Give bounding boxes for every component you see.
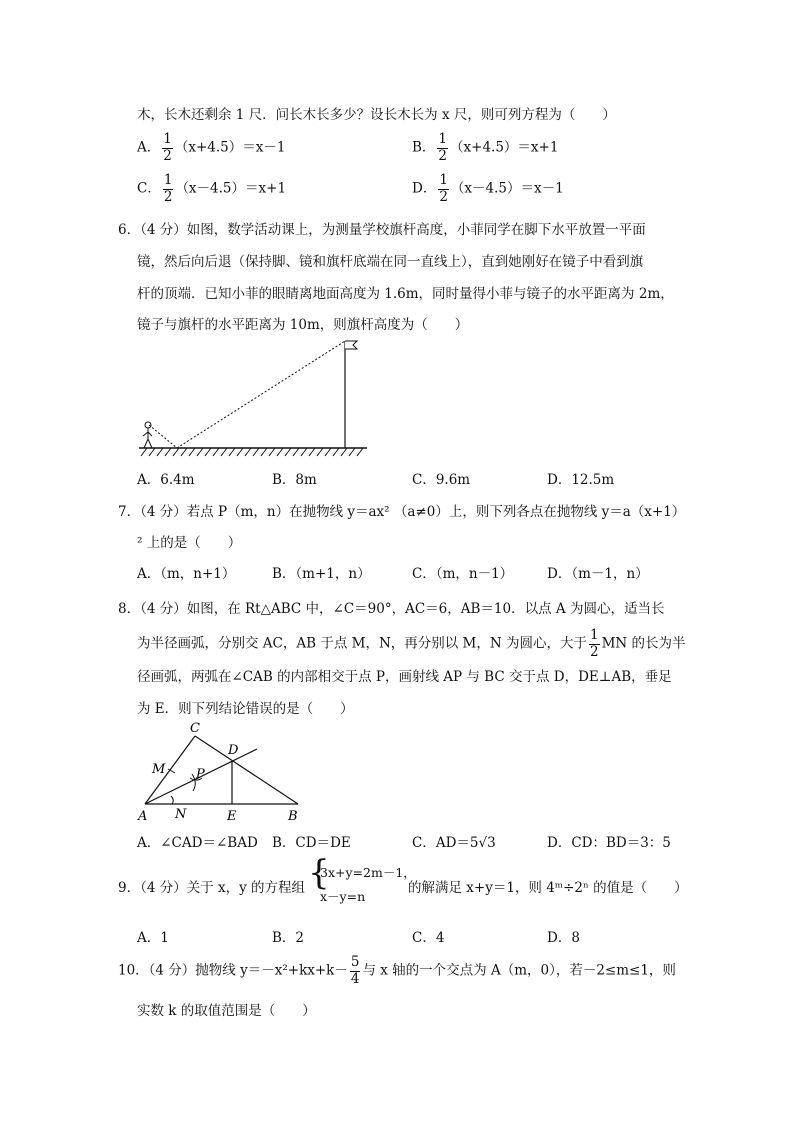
q7-line-1: 7．（4 分）若点 P（m，n）在抛物线 y＝ax² （a≠0）上，则下列各点在抛物线 y＝a（x+1） — [118, 504, 686, 520]
q8-option-c: C．AD＝5√3 — [412, 835, 496, 851]
q8-triangle-figure — [135, 718, 310, 824]
q8-option-d: D．CD：BD＝3：5 — [547, 835, 671, 851]
q6-line-4: 镜子与旗杆的水平距离为 10m，则旗杆高度为（ ） — [137, 317, 469, 333]
side-cb — [195, 736, 298, 804]
q9-eq-2: x－y=n — [320, 889, 366, 904]
q7-option-b: B．（m+1，n） — [272, 566, 371, 582]
label-n: N — [175, 807, 187, 822]
q10-line-2: 实数 k 的取值范围是（ ） — [137, 1003, 316, 1019]
q6-line-1: 6．（4 分）如图，数学活动课上，为测量学校旗杆高度，小菲同学在脚下水平放置一平面 — [118, 222, 646, 238]
arc-n — [171, 796, 173, 804]
q5-option-c: C． $\frac{1}{2}$ （x－4.5）＝x+1 — [137, 172, 287, 205]
ground-hatching — [141, 448, 363, 456]
label-d: D — [228, 743, 239, 758]
label-e: E — [227, 809, 237, 824]
q6-option-b: B．8m — [272, 472, 317, 488]
flag — [345, 341, 357, 349]
q8-option-b: B．CD＝DE — [272, 835, 351, 851]
q9-brace: { — [308, 853, 330, 893]
q9-option-c: C．4 — [412, 930, 445, 946]
q9-eq-1: 3x+y=2m－1， — [320, 865, 416, 880]
q7-option-a: A．（m，n+1） — [137, 566, 236, 582]
label-c: C — [190, 721, 200, 736]
q9-option-b: B．2 — [272, 930, 305, 946]
label-p: P — [196, 767, 205, 782]
q7-option-d: D．（m－1，n） — [547, 566, 649, 582]
eye-to-mirror-ray — [149, 425, 177, 448]
q5-option-b: B． $\frac{1}{2}$ （x+4.5）＝x+1 — [412, 131, 559, 164]
q7-line-2: ² 上的是（ ） — [137, 535, 242, 551]
q5-tail: 木，长木还剩余 1 尺．问长木长多少？设长木长为 x 尺，则可列方程为（ ） — [137, 107, 616, 123]
q8-line-4: 为 E．则下列结论错误的是（ ） — [137, 701, 354, 717]
q9-option-d: D．8 — [547, 930, 580, 946]
q9-suffix: 的解满足 x+y＝1，则 4ᵐ÷2ⁿ 的值是（ ） — [408, 880, 688, 896]
q6-flagpole-figure — [135, 335, 375, 457]
label-m: M — [152, 762, 166, 777]
q9-prefix: 9．（4 分）关于 x，y 的方程组 — [118, 880, 306, 896]
q7-option-c: C．（m，n－1） — [412, 566, 514, 582]
q9-option-a: A．1 — [137, 930, 169, 946]
q10-line-1: 10．（4 分）抛物线 y＝－x²+kx+k－ $\frac{5}{4}$ 与 x 轴的一个交点为 A（m，0），若－2≤m≤1，则 — [118, 954, 676, 987]
q6-option-d: D．12.5m — [547, 472, 615, 488]
q6-option-c: C．9.6m — [412, 472, 471, 488]
label-b: B — [288, 809, 298, 824]
mirror-to-flag-ray — [177, 341, 345, 448]
q8-line-1: 8．（4 分）如图，在 Rt△ABC 中，∠C＝90°，AC＝6，AB＝10．以点 A 为圆心，适当长 — [118, 601, 665, 617]
q6-line-2: 镜，然后向后退（保持脚、镜和旗杆底端在同一直线上），直到她刚好在镜子中看到旗 — [137, 254, 644, 270]
q6-option-a: A．6.4m — [137, 472, 195, 488]
label-a: A — [138, 809, 148, 824]
q8-line-2: 为半径画弧，分别交 AC，AB 于点 M，N，再分别以 M，N 为圆心，大于 $\frac{1}{2}$ MN 的长为半 — [137, 627, 686, 660]
arc-p-1 — [192, 774, 195, 791]
q8-line-3: 径画弧，两弧在∠CAB 的内部相交于点 P，画射线 AP 与 BC 交于点 D，DE⊥AB，垂足 — [137, 669, 672, 685]
q5-option-a: A． $\frac{1}{2}$ （x+4.5）＝x－1 — [137, 131, 286, 164]
q9-equation-system — [308, 853, 416, 909]
q6-line-3: 杆的顶端．已知小菲的眼睛离地面高度为 1.6m，同时量得小菲与镜子的水平距离为 2m， — [137, 286, 674, 302]
q8-option-a: A．∠CAD＝∠BAD — [137, 835, 258, 851]
q5-option-d: D． $\frac{1}{2}$ （x－4.5）＝x－1 — [412, 172, 564, 205]
